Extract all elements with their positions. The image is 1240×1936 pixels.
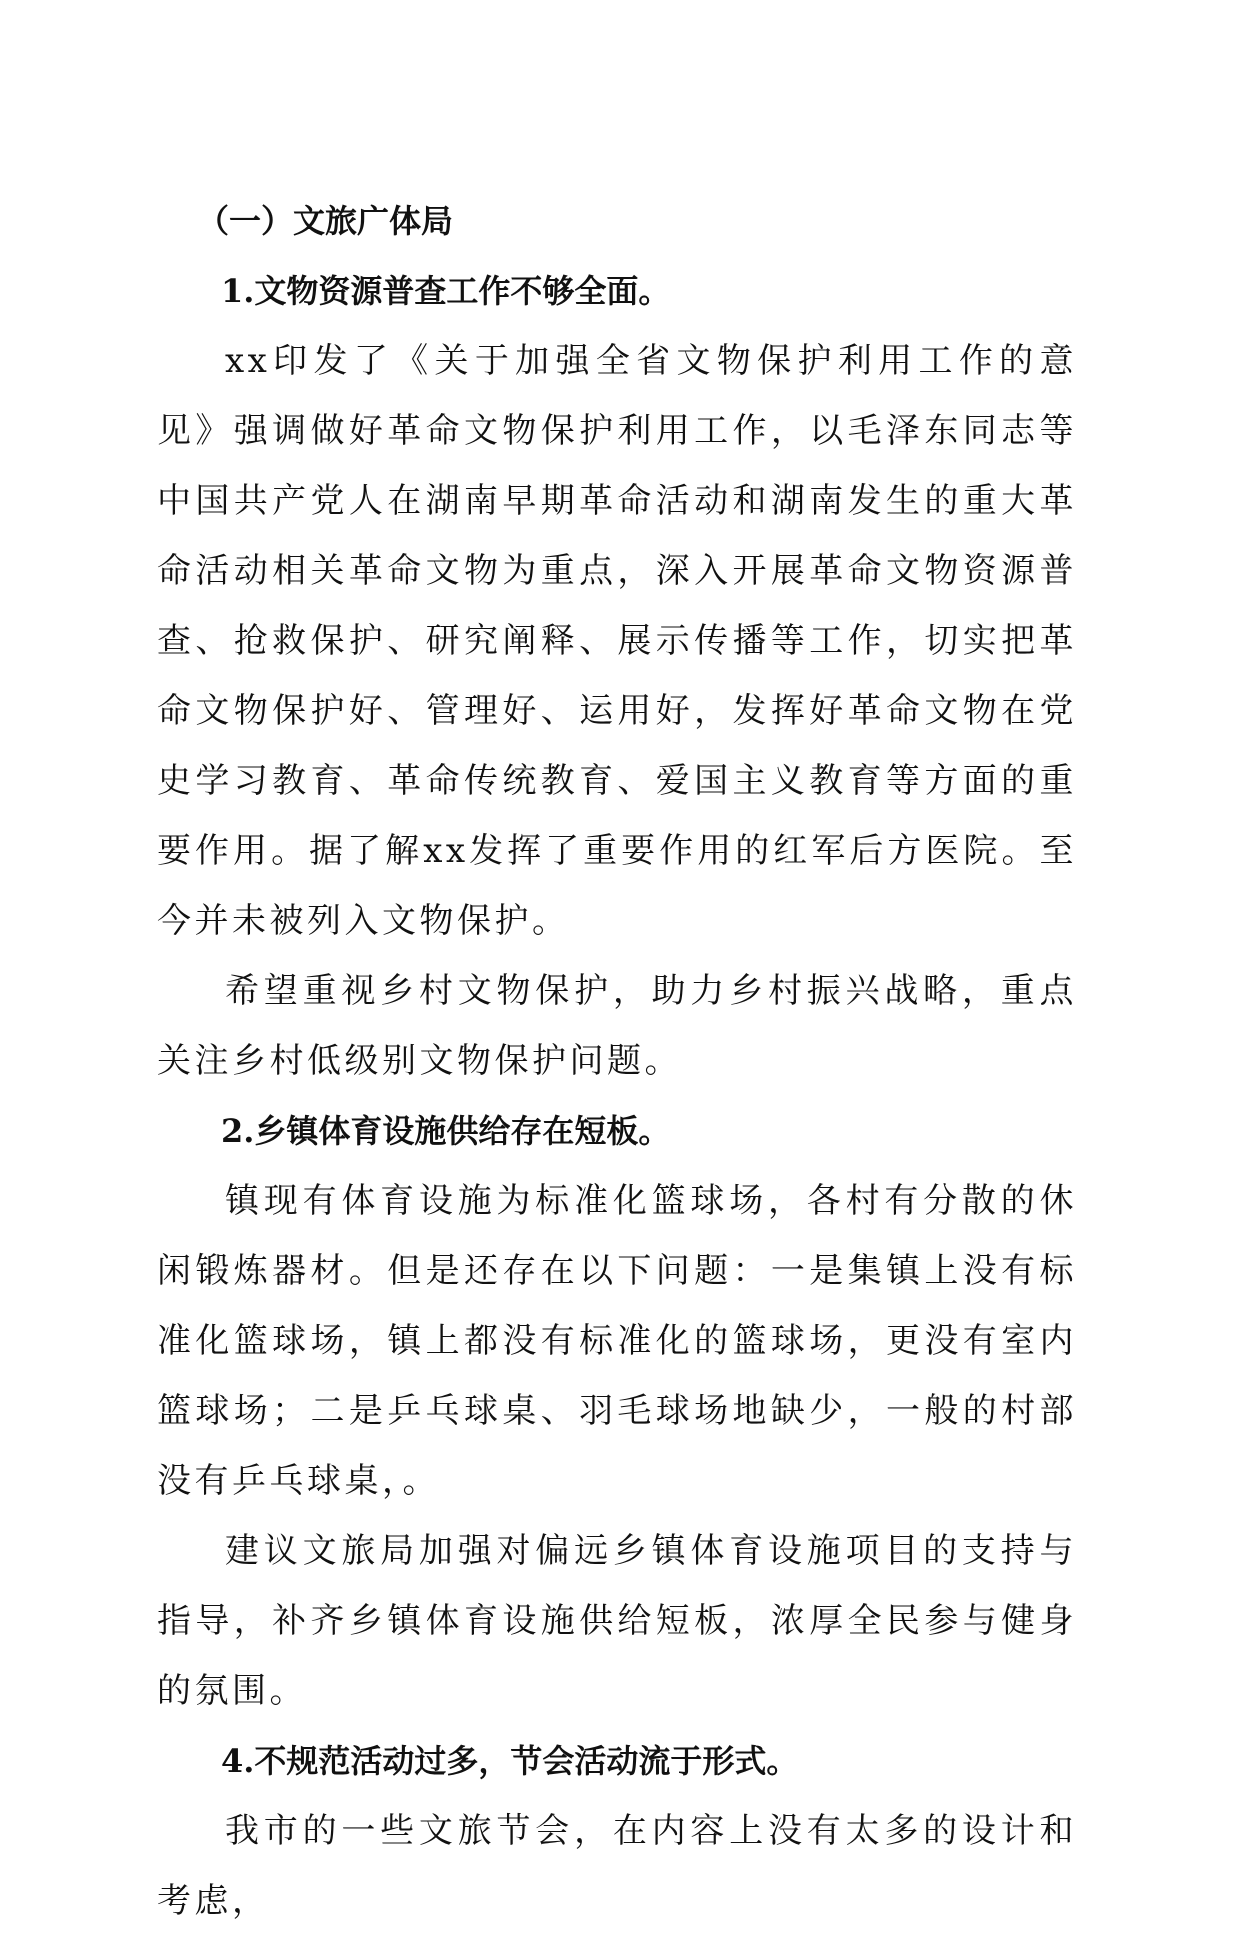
item-1-paragraph-2: 希望重视乡村文物保护，助力乡村振兴战略，重点关注乡村低级别文物保护问题。: [157, 971, 1077, 1081]
item-1-heading: 1.文物资源普查工作不够全面。: [221, 272, 671, 310]
item-2-paragraph-1: 镇现有体育设施为标准化篮球场，各村有分散的休闲锻炼器材。但是还存在以下问题：一是集镇上没有标准化篮球场，镇上都没有标准化的篮球场，更没有室内篮球场；二是乒乓球桌、羽毛球场地缺少，一般的村部没有乒乓球桌，。: [157, 1181, 1077, 1501]
item-4-heading: 4.不规范活动过多，节会活动流于形式。: [221, 1742, 799, 1780]
item-2-paragraph-2: 建议文旅局加强对偏远乡镇体育设施项目的支持与指导，补齐乡镇体育设施供给短板，浓厚全民参与健身的氛围。: [157, 1531, 1077, 1711]
section-heading: （一）文旅广体局: [197, 202, 454, 240]
item-2-heading: 2.乡镇体育设施供给存在短板。: [221, 1112, 671, 1150]
item-4-paragraph-1: 我市的一些文旅节会，在内容上没有太多的设计和考虑，: [157, 1811, 1077, 1921]
document-body: [157, 186, 1077, 1936]
item-1-paragraph-1: xx印发了《关于加强全省文物保护利用工作的意见》强调做好革命文物保护利用工作，以毛泽东同志等中国共产党人在湖南早期革命活动和湖南发生的重大革命活动相关革命文物为重点，深入开展革命文物资源普查、抢救保护、研究阐释、展示传播等工作，切实把革命文物保护好、管理好、运用好，发挥好革命文物在党史学习教育、革命传统教育、爱国主义教育等方面的重要作用。据了解xx发挥了重要作用的红军后方医院。至今并未被列入文物保护。: [157, 341, 1077, 941]
